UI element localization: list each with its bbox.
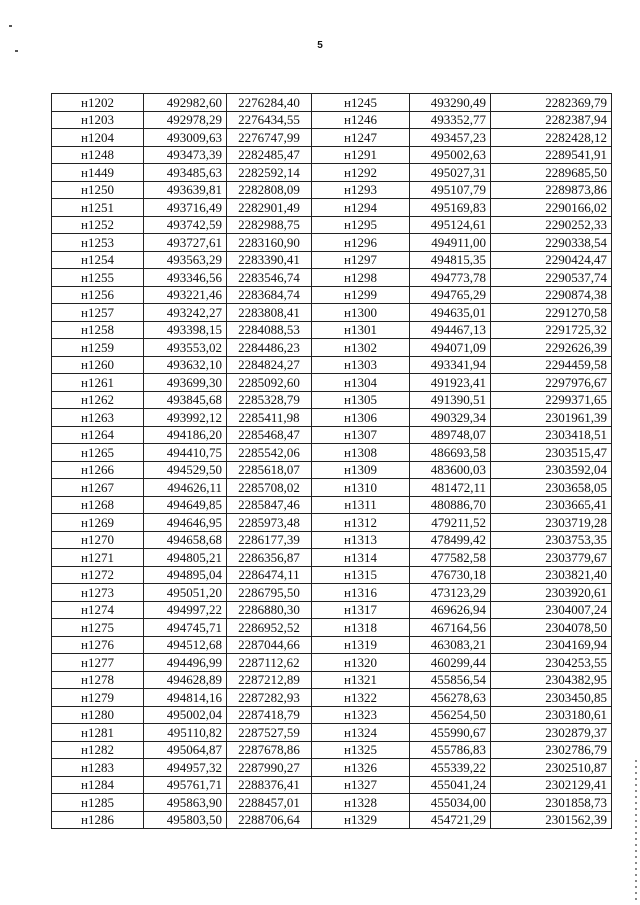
- point-id-cell: н1274: [52, 601, 144, 619]
- x-coordinate-cell: 481472,11: [410, 479, 491, 497]
- table-row: [52, 409, 612, 427]
- table-row: [52, 689, 612, 707]
- point-id-cell: н1256: [52, 286, 144, 304]
- point-id-cell: н1301: [312, 321, 410, 339]
- y-coordinate-cell: 2283808,41: [227, 304, 312, 322]
- x-coordinate-cell: 494814,16: [144, 689, 227, 707]
- y-coordinate-cell: 2290166,02: [491, 199, 612, 217]
- x-coordinate-cell: 495124,61: [410, 216, 491, 234]
- y-coordinate-cell: 2285542,06: [227, 444, 312, 462]
- x-coordinate-cell: 493346,56: [144, 269, 227, 287]
- x-coordinate-cell: 494911,00: [410, 234, 491, 252]
- x-coordinate-cell: 479211,52: [410, 514, 491, 532]
- point-id-cell: н1271: [52, 549, 144, 567]
- table-row: [52, 129, 612, 147]
- point-id-cell: н1279: [52, 689, 144, 707]
- page-number: 5: [317, 40, 323, 51]
- x-coordinate-cell: 493473,39: [144, 146, 227, 164]
- point-id-cell: н1204: [52, 129, 144, 147]
- x-coordinate-cell: 493727,61: [144, 234, 227, 252]
- y-coordinate-cell: 2292626,39: [491, 339, 612, 357]
- table-row: [52, 514, 612, 532]
- point-id-cell: н1266: [52, 461, 144, 479]
- table-row: [52, 566, 612, 584]
- table-row: [52, 391, 612, 409]
- point-id-cell: н1281: [52, 724, 144, 742]
- y-coordinate-cell: 2276284,40: [227, 94, 312, 112]
- table-row: [52, 461, 612, 479]
- x-coordinate-cell: 493352,77: [410, 111, 491, 129]
- y-coordinate-cell: 2289541,91: [491, 146, 612, 164]
- y-coordinate-cell: 2282387,94: [491, 111, 612, 129]
- point-id-cell: н1258: [52, 321, 144, 339]
- x-coordinate-cell: 493716,49: [144, 199, 227, 217]
- table-row: [52, 321, 612, 339]
- y-coordinate-cell: 2288376,41: [227, 776, 312, 794]
- y-coordinate-cell: 2285973,48: [227, 514, 312, 532]
- table-row: [52, 216, 612, 234]
- table-row: [52, 111, 612, 129]
- table-row: [52, 199, 612, 217]
- table-row: [52, 584, 612, 602]
- x-coordinate-cell: 490329,34: [410, 409, 491, 427]
- point-id-cell: н1264: [52, 426, 144, 444]
- point-id-cell: н1269: [52, 514, 144, 532]
- point-id-cell: н1310: [312, 479, 410, 497]
- y-coordinate-cell: 2283390,41: [227, 251, 312, 269]
- y-coordinate-cell: 2276434,55: [227, 111, 312, 129]
- point-id-cell: н1308: [312, 444, 410, 462]
- y-coordinate-cell: 2287527,59: [227, 724, 312, 742]
- x-coordinate-cell: 455034,00: [410, 794, 491, 812]
- x-coordinate-cell: 494071,09: [410, 339, 491, 357]
- x-coordinate-cell: 494649,85: [144, 496, 227, 514]
- x-coordinate-cell: 495002,04: [144, 706, 227, 724]
- x-coordinate-cell: 494957,32: [144, 759, 227, 777]
- point-id-cell: н1257: [52, 304, 144, 322]
- y-coordinate-cell: 2286880,30: [227, 601, 312, 619]
- point-id-cell: н1311: [312, 496, 410, 514]
- table-row: [52, 654, 612, 672]
- y-coordinate-cell: 2304169,94: [491, 636, 612, 654]
- table-row: [52, 426, 612, 444]
- table-row: [52, 724, 612, 742]
- point-id-cell: н1291: [312, 146, 410, 164]
- point-id-cell: н1250: [52, 181, 144, 199]
- x-coordinate-cell: 492982,60: [144, 94, 227, 112]
- x-coordinate-cell: 483600,03: [410, 461, 491, 479]
- point-id-cell: н1292: [312, 164, 410, 182]
- x-coordinate-cell: 494646,95: [144, 514, 227, 532]
- point-id-cell: н1273: [52, 584, 144, 602]
- y-coordinate-cell: 2287212,89: [227, 671, 312, 689]
- point-id-cell: н1298: [312, 269, 410, 287]
- y-coordinate-cell: 2301562,39: [491, 811, 612, 829]
- point-id-cell: н1260: [52, 356, 144, 374]
- point-id-cell: н1315: [312, 566, 410, 584]
- y-coordinate-cell: 2286795,50: [227, 584, 312, 602]
- y-coordinate-cell: 2304253,55: [491, 654, 612, 672]
- point-id-cell: н1304: [312, 374, 410, 392]
- x-coordinate-cell: 493845,68: [144, 391, 227, 409]
- y-coordinate-cell: 2285847,46: [227, 496, 312, 514]
- point-id-cell: н1248: [52, 146, 144, 164]
- point-id-cell: н1261: [52, 374, 144, 392]
- point-id-cell: н1296: [312, 234, 410, 252]
- point-id-cell: н1254: [52, 251, 144, 269]
- y-coordinate-cell: 2291725,32: [491, 321, 612, 339]
- x-coordinate-cell: 455786,83: [410, 741, 491, 759]
- x-coordinate-cell: 493992,12: [144, 409, 227, 427]
- x-coordinate-cell: 495863,90: [144, 794, 227, 812]
- table-row: [52, 339, 612, 357]
- coordinates-table-body: [52, 94, 612, 829]
- point-id-cell: н1294: [312, 199, 410, 217]
- point-id-cell: н1247: [312, 129, 410, 147]
- x-coordinate-cell: 478499,42: [410, 531, 491, 549]
- y-coordinate-cell: 2303719,28: [491, 514, 612, 532]
- point-id-cell: н1263: [52, 409, 144, 427]
- point-id-cell: н1251: [52, 199, 144, 217]
- y-coordinate-cell: 2302510,87: [491, 759, 612, 777]
- point-id-cell: н1302: [312, 339, 410, 357]
- y-coordinate-cell: 2289873,86: [491, 181, 612, 199]
- y-coordinate-cell: 2302879,37: [491, 724, 612, 742]
- y-coordinate-cell: 2283160,90: [227, 234, 312, 252]
- point-id-cell: н1252: [52, 216, 144, 234]
- y-coordinate-cell: 2287282,93: [227, 689, 312, 707]
- x-coordinate-cell: 493632,10: [144, 356, 227, 374]
- x-coordinate-cell: 480886,70: [410, 496, 491, 514]
- point-id-cell: н1275: [52, 619, 144, 637]
- y-coordinate-cell: 2286177,39: [227, 531, 312, 549]
- x-coordinate-cell: 486693,58: [410, 444, 491, 462]
- x-coordinate-cell: 495761,71: [144, 776, 227, 794]
- y-coordinate-cell: 2303418,51: [491, 426, 612, 444]
- x-coordinate-cell: 460299,44: [410, 654, 491, 672]
- point-id-cell: н1329: [312, 811, 410, 829]
- x-coordinate-cell: 477582,58: [410, 549, 491, 567]
- y-coordinate-cell: 2303658,05: [491, 479, 612, 497]
- point-id-cell: н1297: [312, 251, 410, 269]
- x-coordinate-cell: 495169,83: [410, 199, 491, 217]
- y-coordinate-cell: 2287678,86: [227, 741, 312, 759]
- y-coordinate-cell: 2290424,47: [491, 251, 612, 269]
- point-id-cell: н1306: [312, 409, 410, 427]
- y-coordinate-cell: 2290252,33: [491, 216, 612, 234]
- x-coordinate-cell: 494765,29: [410, 286, 491, 304]
- point-id-cell: н1321: [312, 671, 410, 689]
- x-coordinate-cell: 494815,35: [410, 251, 491, 269]
- y-coordinate-cell: 2304007,24: [491, 601, 612, 619]
- point-id-cell: н1253: [52, 234, 144, 252]
- y-coordinate-cell: 2297976,67: [491, 374, 612, 392]
- point-id-cell: н1309: [312, 461, 410, 479]
- table-row: [52, 531, 612, 549]
- y-coordinate-cell: 2303592,04: [491, 461, 612, 479]
- x-coordinate-cell: 493742,59: [144, 216, 227, 234]
- y-coordinate-cell: 2282808,09: [227, 181, 312, 199]
- x-coordinate-cell: 495051,20: [144, 584, 227, 602]
- table-row: [52, 356, 612, 374]
- table-row: [52, 269, 612, 287]
- table-row: [52, 549, 612, 567]
- point-id-cell: н1277: [52, 654, 144, 672]
- table-row: [52, 286, 612, 304]
- x-coordinate-cell: 493457,23: [410, 129, 491, 147]
- x-coordinate-cell: 495064,87: [144, 741, 227, 759]
- point-id-cell: н1300: [312, 304, 410, 322]
- x-coordinate-cell: 494512,68: [144, 636, 227, 654]
- x-coordinate-cell: 493341,94: [410, 356, 491, 374]
- x-coordinate-cell: 494805,21: [144, 549, 227, 567]
- point-id-cell: н1293: [312, 181, 410, 199]
- x-coordinate-cell: 493699,30: [144, 374, 227, 392]
- point-id-cell: н1267: [52, 479, 144, 497]
- y-coordinate-cell: 2285092,60: [227, 374, 312, 392]
- y-coordinate-cell: 2303920,61: [491, 584, 612, 602]
- point-id-cell: н1303: [312, 356, 410, 374]
- point-id-cell: н1285: [52, 794, 144, 812]
- table-row: [52, 251, 612, 269]
- x-coordinate-cell: 469626,94: [410, 601, 491, 619]
- point-id-cell: н1272: [52, 566, 144, 584]
- table-row: [52, 794, 612, 812]
- y-coordinate-cell: 2302786,79: [491, 741, 612, 759]
- table-row: [52, 444, 612, 462]
- y-coordinate-cell: 2290338,54: [491, 234, 612, 252]
- y-coordinate-cell: 2290537,74: [491, 269, 612, 287]
- y-coordinate-cell: 2290874,38: [491, 286, 612, 304]
- y-coordinate-cell: 2301961,39: [491, 409, 612, 427]
- x-coordinate-cell: 455339,22: [410, 759, 491, 777]
- y-coordinate-cell: 2282901,49: [227, 199, 312, 217]
- point-id-cell: н1324: [312, 724, 410, 742]
- point-id-cell: н1326: [312, 759, 410, 777]
- x-coordinate-cell: 492978,29: [144, 111, 227, 129]
- point-id-cell: н1320: [312, 654, 410, 672]
- y-coordinate-cell: 2286474,11: [227, 566, 312, 584]
- table-row: [52, 374, 612, 392]
- y-coordinate-cell: 2286356,87: [227, 549, 312, 567]
- x-coordinate-cell: 495002,63: [410, 146, 491, 164]
- point-id-cell: н1316: [312, 584, 410, 602]
- x-coordinate-cell: 493290,49: [410, 94, 491, 112]
- y-coordinate-cell: 2282592,14: [227, 164, 312, 182]
- table-row: [52, 181, 612, 199]
- x-coordinate-cell: 456278,63: [410, 689, 491, 707]
- x-coordinate-cell: 494529,50: [144, 461, 227, 479]
- y-coordinate-cell: 2304078,50: [491, 619, 612, 637]
- x-coordinate-cell: 467164,56: [410, 619, 491, 637]
- x-coordinate-cell: 455856,54: [410, 671, 491, 689]
- table-row: [52, 776, 612, 794]
- y-coordinate-cell: 2285618,07: [227, 461, 312, 479]
- x-coordinate-cell: 455990,67: [410, 724, 491, 742]
- x-coordinate-cell: 494635,01: [410, 304, 491, 322]
- table-row: [52, 601, 612, 619]
- x-coordinate-cell: 456254,50: [410, 706, 491, 724]
- y-coordinate-cell: 2285328,79: [227, 391, 312, 409]
- y-coordinate-cell: 2284088,53: [227, 321, 312, 339]
- x-coordinate-cell: 494467,13: [410, 321, 491, 339]
- point-id-cell: н1305: [312, 391, 410, 409]
- table-row: [52, 741, 612, 759]
- point-id-cell: н1327: [312, 776, 410, 794]
- y-coordinate-cell: 2288457,01: [227, 794, 312, 812]
- x-coordinate-cell: 493242,27: [144, 304, 227, 322]
- table-row: [52, 496, 612, 514]
- point-id-cell: н1325: [312, 741, 410, 759]
- point-id-cell: н1246: [312, 111, 410, 129]
- point-id-cell: н1323: [312, 706, 410, 724]
- y-coordinate-cell: 2282369,79: [491, 94, 612, 112]
- x-coordinate-cell: 494410,75: [144, 444, 227, 462]
- x-coordinate-cell: 493398,15: [144, 321, 227, 339]
- y-coordinate-cell: 2284824,27: [227, 356, 312, 374]
- y-coordinate-cell: 2285411,98: [227, 409, 312, 427]
- y-coordinate-cell: 2282485,47: [227, 146, 312, 164]
- x-coordinate-cell: 489748,07: [410, 426, 491, 444]
- point-id-cell: н1328: [312, 794, 410, 812]
- x-coordinate-cell: 493009,63: [144, 129, 227, 147]
- point-id-cell: н1313: [312, 531, 410, 549]
- point-id-cell: н1318: [312, 619, 410, 637]
- y-coordinate-cell: 2291270,58: [491, 304, 612, 322]
- table-row: [52, 671, 612, 689]
- y-coordinate-cell: 2287990,27: [227, 759, 312, 777]
- y-coordinate-cell: 2303180,61: [491, 706, 612, 724]
- y-coordinate-cell: 2287418,79: [227, 706, 312, 724]
- x-coordinate-cell: 493221,46: [144, 286, 227, 304]
- point-id-cell: н1282: [52, 741, 144, 759]
- x-coordinate-cell: 494745,71: [144, 619, 227, 637]
- y-coordinate-cell: 2303515,47: [491, 444, 612, 462]
- y-coordinate-cell: 2283546,74: [227, 269, 312, 287]
- table-row: [52, 479, 612, 497]
- y-coordinate-cell: 2287044,66: [227, 636, 312, 654]
- x-coordinate-cell: 495803,50: [144, 811, 227, 829]
- x-coordinate-cell: 493485,63: [144, 164, 227, 182]
- x-coordinate-cell: 494628,89: [144, 671, 227, 689]
- x-coordinate-cell: 494895,04: [144, 566, 227, 584]
- y-coordinate-cell: 2286952,52: [227, 619, 312, 637]
- x-coordinate-cell: 454721,29: [410, 811, 491, 829]
- table-row: [52, 146, 612, 164]
- x-coordinate-cell: 494773,78: [410, 269, 491, 287]
- table-row: [52, 636, 612, 654]
- y-coordinate-cell: 2288706,64: [227, 811, 312, 829]
- y-coordinate-cell: 2303753,35: [491, 531, 612, 549]
- point-id-cell: н1283: [52, 759, 144, 777]
- y-coordinate-cell: 2303779,67: [491, 549, 612, 567]
- point-id-cell: н1449: [52, 164, 144, 182]
- point-id-cell: н1317: [312, 601, 410, 619]
- point-id-cell: н1312: [312, 514, 410, 532]
- point-id-cell: н1284: [52, 776, 144, 794]
- x-coordinate-cell: 495107,79: [410, 181, 491, 199]
- point-id-cell: н1262: [52, 391, 144, 409]
- x-coordinate-cell: 494186,20: [144, 426, 227, 444]
- point-id-cell: н1202: [52, 94, 144, 112]
- x-coordinate-cell: 455041,24: [410, 776, 491, 794]
- point-id-cell: н1265: [52, 444, 144, 462]
- y-coordinate-cell: 2303821,40: [491, 566, 612, 584]
- table-row: [52, 619, 612, 637]
- point-id-cell: н1245: [312, 94, 410, 112]
- y-coordinate-cell: 2303665,41: [491, 496, 612, 514]
- table-row: [52, 304, 612, 322]
- point-id-cell: н1270: [52, 531, 144, 549]
- table-row: [52, 234, 612, 252]
- scan-artifact: [9, 25, 12, 27]
- x-coordinate-cell: 491923,41: [410, 374, 491, 392]
- y-coordinate-cell: 2301858,73: [491, 794, 612, 812]
- point-id-cell: н1268: [52, 496, 144, 514]
- table-row: [52, 706, 612, 724]
- y-coordinate-cell: 2303450,85: [491, 689, 612, 707]
- point-id-cell: н1203: [52, 111, 144, 129]
- table-row: [52, 164, 612, 182]
- y-coordinate-cell: 2285468,47: [227, 426, 312, 444]
- point-id-cell: н1278: [52, 671, 144, 689]
- y-coordinate-cell: 2282988,75: [227, 216, 312, 234]
- point-id-cell: н1259: [52, 339, 144, 357]
- y-coordinate-cell: 2282428,12: [491, 129, 612, 147]
- x-coordinate-cell: 493553,02: [144, 339, 227, 357]
- point-id-cell: н1295: [312, 216, 410, 234]
- point-id-cell: н1286: [52, 811, 144, 829]
- point-id-cell: н1255: [52, 269, 144, 287]
- y-coordinate-cell: 2287112,62: [227, 654, 312, 672]
- y-coordinate-cell: 2284486,23: [227, 339, 312, 357]
- x-coordinate-cell: 493639,81: [144, 181, 227, 199]
- x-coordinate-cell: 494496,99: [144, 654, 227, 672]
- x-coordinate-cell: 473123,29: [410, 584, 491, 602]
- x-coordinate-cell: 463083,21: [410, 636, 491, 654]
- point-id-cell: н1280: [52, 706, 144, 724]
- table-row: [52, 759, 612, 777]
- point-id-cell: н1319: [312, 636, 410, 654]
- x-coordinate-cell: 495027,31: [410, 164, 491, 182]
- x-coordinate-cell: 491390,51: [410, 391, 491, 409]
- scan-edge-artifact: [635, 760, 637, 900]
- point-id-cell: н1314: [312, 549, 410, 567]
- point-id-cell: н1322: [312, 689, 410, 707]
- x-coordinate-cell: 493563,29: [144, 251, 227, 269]
- table-row: [52, 811, 612, 829]
- point-id-cell: н1299: [312, 286, 410, 304]
- x-coordinate-cell: 495110,82: [144, 724, 227, 742]
- x-coordinate-cell: 476730,18: [410, 566, 491, 584]
- y-coordinate-cell: 2276747,99: [227, 129, 312, 147]
- y-coordinate-cell: 2302129,41: [491, 776, 612, 794]
- x-coordinate-cell: 494626,11: [144, 479, 227, 497]
- y-coordinate-cell: 2294459,58: [491, 356, 612, 374]
- y-coordinate-cell: 2285708,02: [227, 479, 312, 497]
- y-coordinate-cell: 2289685,50: [491, 164, 612, 182]
- x-coordinate-cell: 494997,22: [144, 601, 227, 619]
- y-coordinate-cell: 2299371,65: [491, 391, 612, 409]
- y-coordinate-cell: 2283684,74: [227, 286, 312, 304]
- table-row: [52, 94, 612, 112]
- point-id-cell: н1307: [312, 426, 410, 444]
- x-coordinate-cell: 494658,68: [144, 531, 227, 549]
- coordinates-table: [51, 93, 612, 829]
- point-id-cell: н1276: [52, 636, 144, 654]
- y-coordinate-cell: 2304382,95: [491, 671, 612, 689]
